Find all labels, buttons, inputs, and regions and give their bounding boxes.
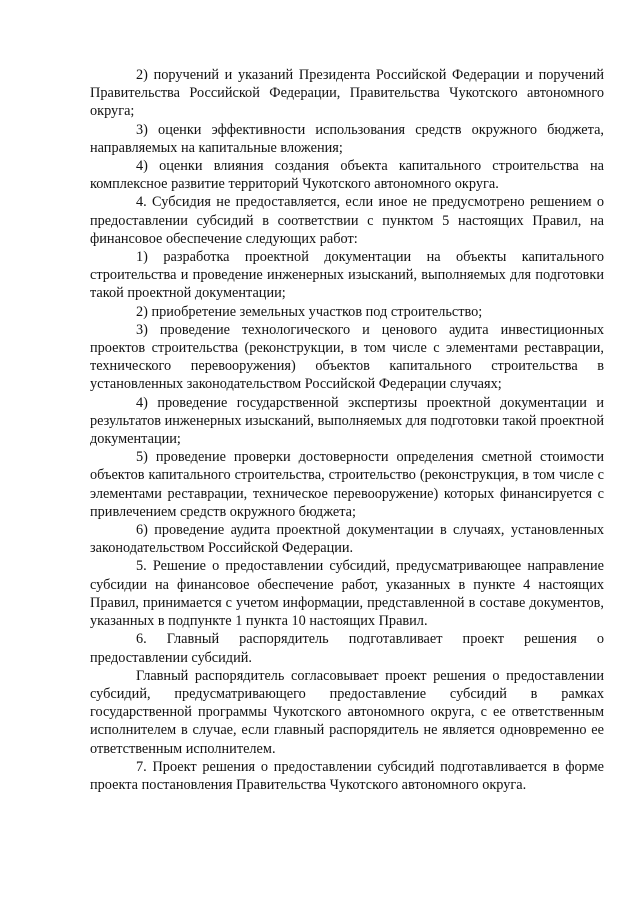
paragraph-section-7: 7. Проект решения о предоставлении субсидий подготавливается в форме проекта постановления Правительства Чукотского автономного округа. [90, 758, 604, 793]
paragraph-technology-audit: 3) проведение технологического и ценового аудита инвестиционных проектов строительства (реконструкции, в том числе с элементами реставрации, технического перевооружения) объектов капитального строительства в установленных законодательством Российской Федерации случаях; [90, 321, 604, 393]
paragraph-presidential-instructions: 2) поручений и указаний Президента Российской Федерации и поручений Правительства Российской Федерации, Правительства Чукотского автономного округа; [90, 67, 604, 120]
paragraph-design-documentation: 1) разработка проектной документации на объекты капитального строительства и проведение инженерных изысканий, выполняемых для подготовки такой проектной документации; [90, 249, 604, 302]
paragraph-section-4: 4. Субсидия не предоставляется, если иное не предусмотрено решением о предоставлении субсидий в соответствии с пунктом 5 настоящих Правил, на финансовое обеспечение следующих работ: [90, 194, 604, 247]
paragraph-section-6: 6. Главный распорядитель подготавливает проект решения о предоставлении субсидий. [90, 631, 604, 666]
paragraph-state-expertise: 4) проведение государственной экспертизы проектной документации и результатов инженерных изысканий, выполняемых для подготовки такой проектной документации; [90, 394, 604, 448]
paragraph-territory-impact: 4) оценки влияния создания объекта капитального строительства на комплексное развитие территорий Чукотского автономного округа. [90, 158, 604, 193]
paragraph-approval: Главный распорядитель согласовывает проект решения о предоставлении субсидий, предусматривающего предоставление субсидий в рамках государственной программы Чукотского автономного округа, с ее ответственным исполнителем в случае, если главный распорядитель не является одновременно ее ответственным исполнителем. [90, 667, 604, 757]
document-page [90, 66, 604, 794]
paragraph-documentation-audit: 6) проведение аудита проектной документации в случаях, установленных законодательством Российской Федерации. [90, 522, 604, 557]
paragraph-budget-efficiency: 3) оценки эффективности использования средств окружного бюджета, направляемых на капитальные вложения; [90, 121, 604, 156]
paragraph-estimate-verification: 5) проведение проверки достоверности определения сметной стоимости объектов капитального строительства, строительство (реконструкция, в том числе с элементами реставрации, техническое перевооружение) которых финансируется с привлечением средств окружного бюджета; [90, 449, 604, 520]
paragraph-land-acquisition: 2) приобретение земельных участков под строительство; [136, 303, 483, 320]
paragraph-section-5: 5. Решение о предоставлении субсидий, предусматривающее направление субсидии на финансовое обеспечение работ, указанных в пункте 4 настоящих Правил, принимается с учетом информации, представленной в составе документов, указанных в подпункте 1 пункта 10 настоящих Правил. [90, 558, 604, 630]
